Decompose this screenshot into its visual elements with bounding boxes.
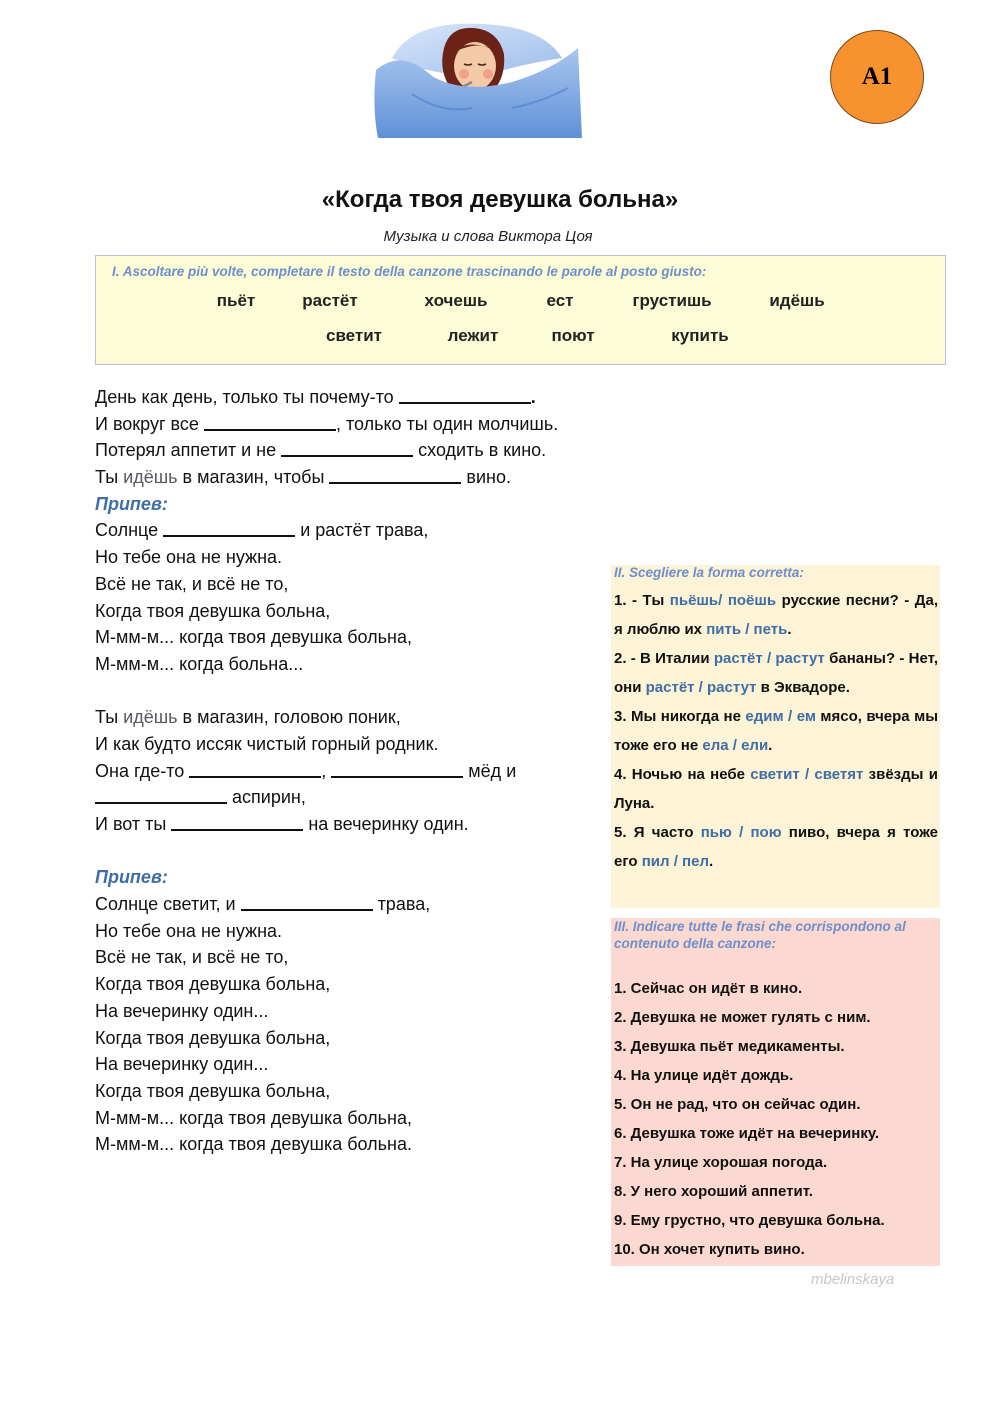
- choice-option[interactable]: растёт / растут: [713, 650, 825, 667]
- drop-blank[interactable]: [171, 811, 303, 831]
- lyric-line: Солнце и растёт трава,: [95, 517, 615, 544]
- draggable-word[interactable]: лежит: [447, 326, 499, 345]
- word-bank-panel: [95, 255, 946, 365]
- lyric-line: аспирин,: [95, 784, 615, 811]
- exercise-3-panel: [611, 918, 940, 1266]
- draggable-word[interactable]: купить: [671, 326, 729, 345]
- draggable-word[interactable]: ест: [546, 291, 574, 310]
- choice-option[interactable]: растёт / растут: [645, 679, 757, 696]
- lyric-line: М-мм-м... когда твоя девушка больна,: [95, 1107, 412, 1128]
- lyric-line: Когда твоя девушка больна,: [95, 974, 331, 995]
- question-2: 2. - В Италии растёт / растут бананы? - Нет, они растёт / растут в Эквадоре.: [614, 650, 939, 696]
- choice-option[interactable]: пьёшь/ поёшь: [669, 592, 777, 609]
- draggable-word[interactable]: растёт: [302, 291, 358, 310]
- choice-option[interactable]: пью / пою: [700, 824, 782, 841]
- statement-item[interactable]: 4. На улице идёт дождь.: [614, 1067, 794, 1084]
- lyric-line: Ты идёшь в магазин, чтобы вино.: [95, 464, 615, 491]
- choice-option[interactable]: пить / петь: [706, 621, 788, 638]
- page-title: «Когда твоя девушка больна»: [321, 186, 679, 213]
- lyric-line: Потерял аппетит и не сходить в кино.: [95, 437, 615, 464]
- draggable-word[interactable]: идёшь: [769, 291, 825, 310]
- lyric-line: Всё не так, и всё не то,: [95, 947, 289, 968]
- lyric-line: Когда твоя девушка больна,: [95, 1027, 331, 1048]
- lyric-line: Когда твоя девушка больна,: [95, 600, 331, 621]
- drop-blank[interactable]: [281, 437, 413, 457]
- draggable-word[interactable]: пьёт: [216, 291, 256, 310]
- drop-blank[interactable]: [241, 891, 373, 911]
- draggable-word[interactable]: грустишь: [632, 291, 712, 310]
- statement-item[interactable]: 6. Девушка тоже идёт на вечеринку.: [614, 1125, 880, 1142]
- draggable-word[interactable]: поют: [551, 326, 595, 345]
- drop-blank[interactable]: [399, 384, 531, 404]
- statement-list: [614, 974, 938, 1264]
- question-4: 4. Ночью на небе светит / светят звёзды и Луна.: [614, 766, 938, 812]
- draggable-word[interactable]: светит: [325, 326, 383, 345]
- choice-option[interactable]: ела / ели: [702, 737, 769, 754]
- lyric-line: Она где-то , мёд и: [95, 758, 615, 785]
- drop-blank[interactable]: [329, 464, 461, 484]
- exercise-2-instruction: II. Scegliere la forma corretta:: [614, 565, 804, 580]
- lyric-line: Солнце светит, и трава,: [95, 891, 615, 918]
- lyric-line: И вот ты на вечеринку один.: [95, 811, 615, 838]
- lyric-line: Ты идёшь в магазин, головою поник,: [95, 707, 401, 728]
- question-1: 1. - Ты пьёшь/ поёшь русские песни? - Да, я люблю их пить / петь.: [614, 592, 938, 638]
- level-label: A1: [861, 63, 893, 90]
- lyric-line: На вечеринку один...: [95, 1000, 269, 1021]
- lyric-line: И как будто иссяк чистый горный родник.: [95, 733, 439, 754]
- lyric-line: Всё не так, и всё не то,: [95, 573, 289, 594]
- drop-blank[interactable]: [163, 517, 295, 537]
- lyric-line: И вокруг все , только ты один молчишь.: [95, 411, 615, 438]
- level-badge: [830, 30, 924, 124]
- statement-item[interactable]: 5. Он не рад, что он сейчас один.: [614, 1096, 861, 1113]
- chorus-label: Припев:: [95, 493, 168, 514]
- lyric-line: День как день, только ты почему-то .: [95, 384, 615, 411]
- exercise-1-instruction: I. Ascoltare più volte, completare il testo della canzone trascinando le parole al posto giusto:: [112, 264, 707, 279]
- statement-item[interactable]: 10. Он хочет купить вино.: [614, 1241, 805, 1258]
- lyric-line: М-мм-м... когда твоя девушка больна.: [95, 1134, 412, 1155]
- chorus-label: Припев:: [95, 867, 168, 888]
- statement-item[interactable]: 1. Сейчас он идёт в кино.: [614, 980, 803, 997]
- lyric-line: На вечеринку один...: [95, 1054, 269, 1075]
- choice-option[interactable]: пил / пел: [641, 853, 709, 870]
- drop-blank[interactable]: [95, 784, 227, 804]
- choice-option[interactable]: едим / ем: [745, 708, 816, 725]
- exercise-2-panel: [611, 565, 940, 908]
- question-5: 5. Я часто пью / пою пиво, вчера я тоже его пил / пел.: [614, 824, 938, 870]
- choice-option[interactable]: светит / светят: [750, 766, 864, 783]
- lyric-line: Но тебе она не нужна.: [95, 920, 283, 941]
- statement-item[interactable]: 3. Девушка пьёт медикаменты.: [614, 1038, 845, 1055]
- author-watermark: mbelinskaya: [811, 1271, 895, 1288]
- drop-blank[interactable]: [189, 758, 321, 778]
- exercise-3-instruction: III. Indicare tutte le frasi che corrispondono al contenuto della canzone:: [614, 919, 906, 951]
- drop-blank[interactable]: [331, 758, 463, 778]
- statement-item[interactable]: 2. Девушка не может гулять с ним.: [614, 1009, 871, 1026]
- song-credits: Музыка и слова Виктора Цоя: [383, 228, 593, 245]
- song-lyrics: [95, 384, 615, 1158]
- sick-girl-illustration: [372, 18, 586, 142]
- lyric-line: М-мм-м... когда твоя девушка больна,: [95, 627, 412, 648]
- drop-blank[interactable]: [204, 411, 336, 431]
- question-3: 3. Мы никогда не едим / ем мясо, вчера мы тоже его не ела / ели.: [614, 708, 938, 754]
- statement-item[interactable]: 9. Ему грустно, что девушка больна.: [614, 1212, 885, 1229]
- statement-item[interactable]: 8. У него хороший аппетит.: [614, 1183, 813, 1200]
- lyric-line: М-мм-м... когда больна...: [95, 653, 304, 674]
- exercise-2-questions: [614, 586, 938, 876]
- lyric-line: Когда твоя девушка больна,: [95, 1080, 331, 1101]
- statement-item[interactable]: 7. На улице хорошая погода.: [614, 1154, 828, 1171]
- lyric-line: Но тебе она не нужна.: [95, 547, 283, 568]
- draggable-word[interactable]: хочешь: [424, 291, 488, 310]
